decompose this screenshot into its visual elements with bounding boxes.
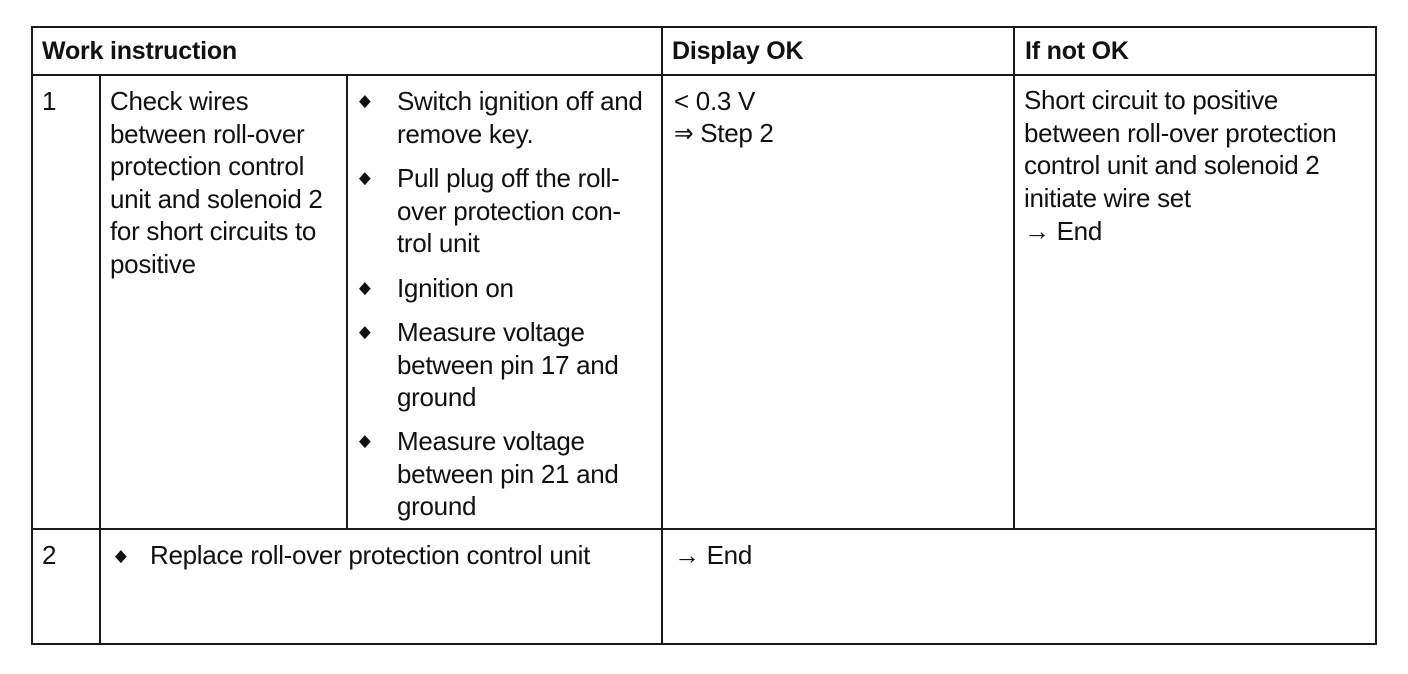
if-not-ok-column-divider [1013,26,1015,530]
table-border-left [31,26,33,645]
row1-action2: Pull plug off the roll-over protection con-trol unit [397,163,621,258]
row1-action1: Switch ignition off and remove key. [397,86,643,149]
row1-display-ok-next: ⇒ Step 2 [674,118,774,148]
display-ok-column-divider [661,26,663,645]
table-border-right [1375,26,1377,645]
row1-action2-bullet: ◆ [359,168,371,187]
row1-action3-bullet: ◆ [359,278,371,297]
table-border-bottom [31,643,1377,645]
row1-display-ok-value: < 0.3 V [674,86,756,116]
row2-action-bullet: ◆ [115,546,127,565]
header-row-divider [31,74,1377,76]
row1-if-not-ok-text: Short circuit to positive between roll-over protection control unit and solenoid 2 initiate wire set [1024,85,1337,213]
row1-task: Check wires between roll-over protection control unit and solenoid 2 for short circuits to positive [110,86,323,279]
row1-action3: Ignition on [397,273,514,303]
step-column-divider [99,74,101,645]
row2-display-ok-next: → End [674,540,752,570]
table-border-top [31,26,1377,28]
header-work-instruction: Work instruction [42,37,237,65]
row2-step-number: 2 [42,540,57,570]
work-instruction-table [31,26,1377,645]
row1-step-number: 1 [42,86,57,116]
task-column-divider [346,74,348,530]
row1-divider [31,528,1377,530]
row1-if-not-ok-next: → End [1024,216,1102,246]
row1-action5: Measure voltage between pin 21 and ground [397,426,619,521]
row1-action4-bullet: ◆ [359,322,371,341]
header-if-not-ok: If not OK [1025,37,1129,65]
row2-action: Replace roll-over protection control unit [150,540,591,570]
row1-action4: Measure voltage between pin 17 and ground [397,317,619,412]
row1-action5-bullet: ◆ [359,431,371,450]
row1-action1-bullet: ◆ [359,91,371,110]
header-display-ok: Display OK [672,37,804,65]
